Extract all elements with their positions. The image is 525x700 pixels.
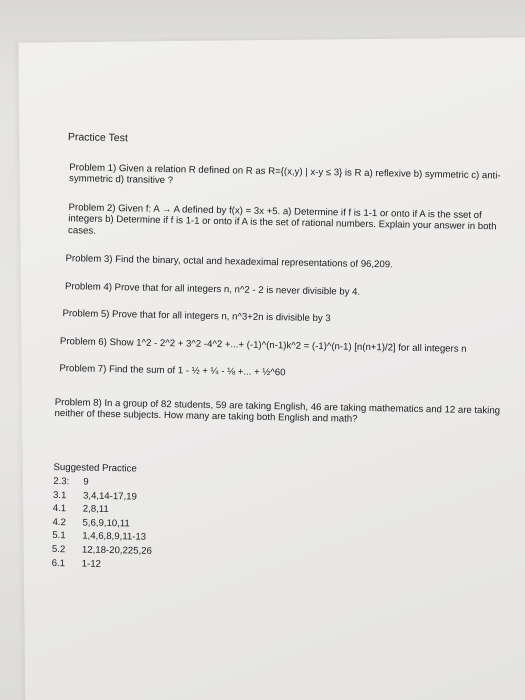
document-title: Practice Test [67,131,128,145]
practice-problems: 12,18-20,225,26 [81,544,152,557]
problem-6: Problem 6) Show 1^2 - 2^2 + 3^2 -4^2 +...+ (-1)^(n-1)k^2 = (-1)^(n-1) [n(n+1)/2] for all integers n [59,335,467,355]
problem-4: Problem 4) Prove that for all integers n, n^2 - 2 is never divisible by 4. [64,280,361,298]
practice-row [46,557,158,573]
practice-table [46,476,160,573]
suggested-practice [52,461,504,579]
problem-1: Problem 1) Given a relation R defined on R as R={(x,y) | x-y ≤ 3} is R a) reflexive b) symmetric c) anti-symmetric d) transitive ? [68,161,501,187]
practice-section: 5.2 [51,543,66,556]
practice-problems: 1,4,6,8,9,11-13 [82,530,147,544]
practice-title: Suggested Practice [53,461,137,475]
problem-8: Problem 8) In a group of 82 students, 59 are taking English, 46 are taking mathematics and 12 are taking neither of these subjects. How many are taking both English and math? [54,396,501,425]
problem-3: Problem 3) Find the binary, octal and hexadeximal representations of 96,209. [65,253,393,271]
problem-7: Problem 7) Find the sum of 1 - ½ + ¼ - ⅛ +... + ½^60 [59,363,286,379]
problem-2: Problem 2) Given f: A → A defined by f(x) = 3x +5. a) Determine if f is 1-1 or onto if A is the sset of integers b) Determine if f is 1-1 or onto if A is the set of rational numbers. Explain your answer in both cases. [68,201,497,237]
practice-section: 4.2 [52,516,66,528]
practice-problems: 1-12 [81,558,102,570]
practice-section: 2.3: [53,475,70,488]
practice-section: 3.1 [52,489,67,501]
practice-problems: 9 [83,476,89,488]
practice-problems: 3,4,14-17,19 [82,490,138,503]
practice-section: 6.1 [51,557,66,569]
practice-problems: 5,6,9,10,11 [82,517,130,530]
practice-problems: 2,8,11 [82,503,109,516]
document-content [52,132,510,580]
practice-section: 4.1 [52,503,67,515]
problem-5: Problem 5) Prove that for all integers n, n^3+2n is divisible by 3 [62,308,331,325]
practice-section: 5.1 [52,530,66,542]
